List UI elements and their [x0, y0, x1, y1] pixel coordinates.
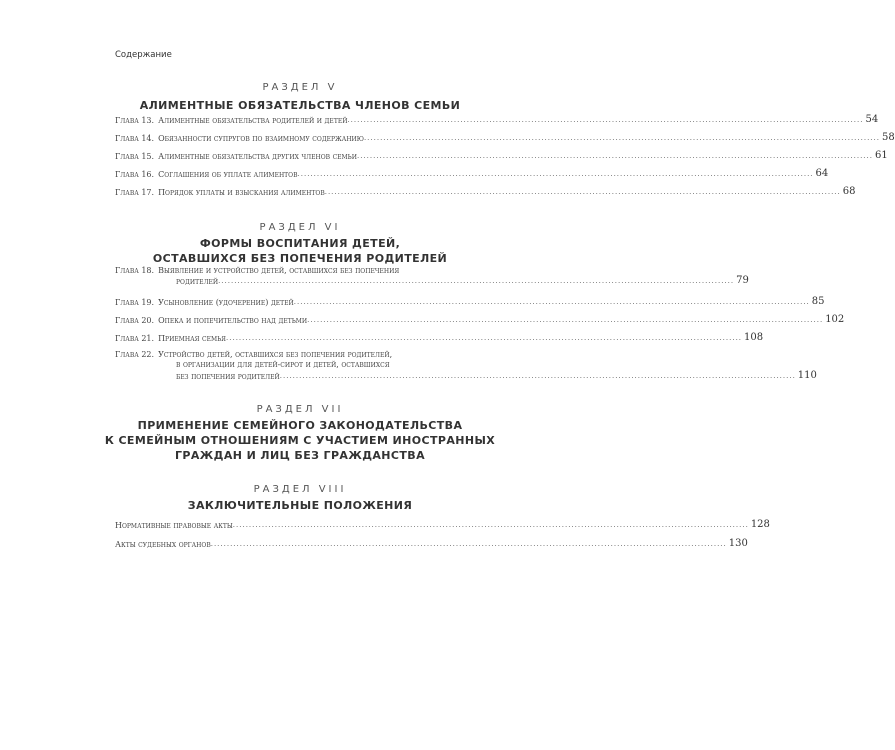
entry-title: Опека и попечительство над детьми — [158, 316, 308, 325]
entry-title-line: в организации для детей-сирот и детей, оставшихся — [176, 360, 390, 369]
toc-entry[interactable] — [115, 350, 817, 381]
leader-dots — [307, 315, 823, 325]
entry-title: Усыновление (удочерение) детей — [158, 298, 294, 307]
leader-dots — [226, 333, 742, 343]
section-title-line: ОСТАВШИХСЯ БЕЗ ПОПЕЧЕНИЯ РОДИТЕЛЕЙ — [152, 252, 448, 265]
entry-title: Нормативные правовые акты — [115, 521, 233, 530]
chapter-number: Глава 15. — [115, 152, 155, 161]
toc-entry[interactable] — [115, 537, 748, 549]
page-number: 102 — [825, 314, 845, 325]
page-number: 130 — [728, 538, 748, 549]
leader-dots — [347, 115, 863, 125]
entry-title: Акты судебных органов — [115, 540, 211, 549]
section-title — [0, 98, 600, 113]
toc-entry[interactable] — [115, 295, 825, 307]
section-label: РАЗДЕЛ VII — [256, 404, 344, 415]
page-number: 79 — [736, 275, 749, 286]
toc-entry[interactable] — [115, 167, 829, 179]
page-number: 108 — [744, 332, 764, 343]
chapter-number: Глава 19. — [115, 298, 155, 307]
section-title — [0, 236, 600, 266]
chapter-number: Глава 16. — [115, 170, 155, 179]
section-title-line: ГРАЖДАН И ЛИЦ БЕЗ ГРАЖДАНСТВА — [175, 449, 425, 462]
entry-title: Алиментные обязательства родителей и детей — [158, 116, 348, 125]
entry-title-line: Выявление и устройство детей, оставшихся без попечения — [158, 266, 400, 275]
page-header: Содержание — [115, 50, 172, 60]
entry-title: Порядок уплаты и взыскания алиментов — [158, 188, 325, 197]
toc-entry[interactable] — [115, 149, 888, 161]
toc-entry[interactable] — [115, 313, 845, 325]
entry-title-line: родителей — [176, 277, 219, 286]
chapter-number: Глава 13. — [115, 116, 155, 125]
page-number: 64 — [815, 168, 829, 179]
section-title-line: АЛИМЕНТНЫЕ ОБЯЗАТЕЛЬСТВА ЧЛЕНОВ СЕМЬИ — [139, 99, 461, 112]
section-title — [0, 418, 600, 463]
leader-dots — [233, 520, 749, 530]
page-number: 58 — [881, 132, 895, 143]
leader-dots — [364, 133, 880, 143]
page-number: 54 — [865, 114, 879, 125]
toc-entry[interactable] — [115, 131, 895, 143]
leader-dots — [294, 297, 810, 307]
chapter-number: Глава 17. — [115, 188, 155, 197]
toc-entry[interactable] — [115, 185, 856, 197]
section-title-line: ЗАКЛЮЧИТЕЛЬНЫЕ ПОЛОЖЕНИЯ — [187, 499, 413, 512]
chapter-number: Глава 18. — [115, 266, 155, 275]
page-number: 110 — [797, 370, 817, 381]
section-label: РАЗДЕЛ V — [262, 82, 338, 93]
chapter-number: Глава 22. — [115, 350, 155, 359]
leader-dots — [211, 539, 727, 549]
section-label: РАЗДЕЛ VIII — [253, 484, 347, 495]
entry-title: Алиментные обязательства других членов семьи — [158, 152, 357, 161]
section-title-line: ФОРМЫ ВОСПИТАНИЯ ДЕТЕЙ, — [199, 237, 401, 250]
section-title — [0, 498, 600, 513]
page-number: 68 — [842, 186, 856, 197]
leader-dots — [218, 276, 734, 286]
page-number: 85 — [811, 296, 825, 307]
toc-entry[interactable] — [115, 113, 879, 125]
leader-dots — [325, 187, 841, 197]
entry-title-line: без попечения родителей — [176, 372, 280, 381]
chapter-number: Глава 14. — [115, 134, 155, 143]
entry-title: Соглашения об уплате алиментов — [158, 170, 298, 179]
entry-title-line: Устройство детей, оставшихся без попечения родителей, — [158, 350, 393, 359]
entry-title: Приемная семья — [158, 334, 227, 343]
chapter-number: Глава 20. — [115, 316, 155, 325]
page-number: 61 — [874, 150, 888, 161]
section-title-line: ПРИМЕНЕНИЕ СЕМЕЙНОГО ЗАКОНОДАТЕЛЬСТВА — [137, 419, 463, 432]
section-title-line: К СЕМЕЙНЫМ ОТНОШЕНИЯМ С УЧАСТИЕМ ИНОСТРАННЫХ — [104, 434, 496, 447]
toc-entry[interactable] — [115, 518, 770, 530]
entry-title: Обязанности супругов по взаимному содержанию — [158, 134, 364, 143]
page-number: 128 — [750, 519, 770, 530]
leader-dots — [298, 169, 814, 179]
chapter-number: Глава 21. — [115, 334, 155, 343]
leader-dots — [357, 151, 873, 161]
leader-dots — [280, 371, 796, 381]
toc-entry[interactable] — [115, 331, 764, 343]
section-label: РАЗДЕЛ VI — [259, 222, 341, 233]
toc-entry[interactable] — [115, 266, 749, 286]
